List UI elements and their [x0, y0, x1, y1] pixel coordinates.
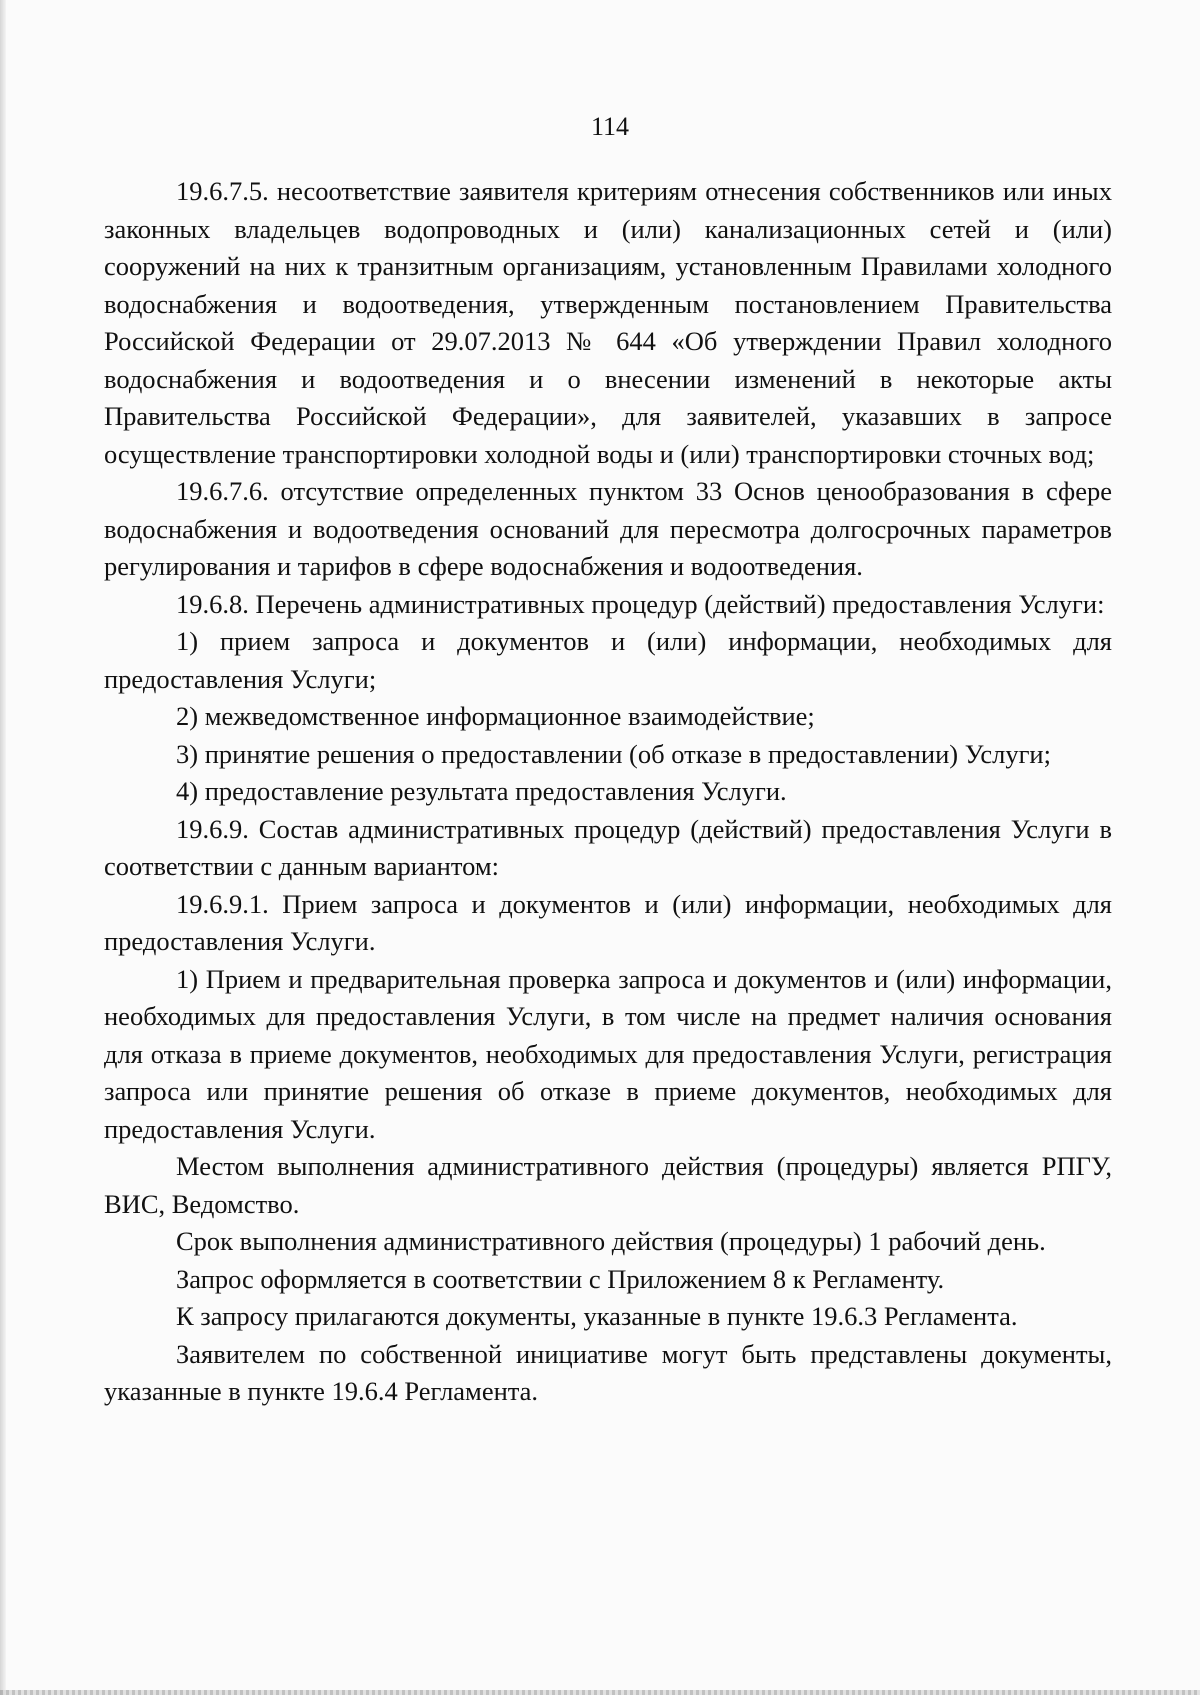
paragraph-place: Местом выполнения административного действия (процедуры) является РПГУ, ВИС, Ведомство. — [104, 1151, 1112, 1219]
paragraph-attached-docs: К запросу прилагаются документы, указанные в пункте 19.6.3 Регламента. — [176, 1301, 1018, 1331]
paragraph-19-6-7-5: 19.6.7.5. несоответствие заявителя критериям отнесения собственников или иных законных владельцев водопроводных и (или) канализационных сетей и (или) сооружений на них к транзитным организациям, установленным Правилами холодного водоснабжения и водоотведения, утвержденным постановлением Правительства Российской Федерации от 29.07.2013 № 644 «Об утверждении Правил холодного водоснабжения и водоотведения и о внесении изменений в некоторые акты Правительства Российской Федерации», для заявителей, указавших в запросе осуществление транспортировки холодной воды и (или) транспортировки сточных вод; — [104, 176, 1112, 469]
paragraph-initiative-docs: Заявителем по собственной инициативе могут быть представлены документы, указанные в пункте 19.6.4 Регламента. — [104, 1338, 1112, 1406]
paragraph-19-6-7-6: 19.6.7.6. отсутствие определенных пунктом 33 Основ ценообразования в сфере водоснабжения и водоотведения оснований для пересмотра долгосрочных параметров регулирования и тарифов в сфере водоснабжения и водоотведения. — [104, 476, 1112, 581]
procedure-item-1: 1) Прием и предварительная проверка запроса и документов и (или) информации, необходимых для предоставления Услуги, в том числе на предмет наличия основания для отказа в приеме документов, необходимых для предоставления Услуги, регистрация запроса или принятие решения об отказе в приеме документов, необходимых для предоставления Услуги. — [104, 963, 1112, 1144]
paragraph-term: Срок выполнения административного действия (процедуры) 1 рабочий день. — [176, 1226, 1046, 1256]
paragraph-19-6-9-1: 19.6.9.1. Прием запроса и документов и (или) информации, необходимых для предоставления Услуги. — [104, 888, 1112, 956]
paragraph-request-form: Запрос оформляется в соответствии с Приложением 8 к Регламенту. — [176, 1263, 945, 1294]
document-body — [104, 173, 1112, 1411]
paragraph-19-6-8: 19.6.8. Перечень административных процедур (действий) предоставления Услуги: — [176, 588, 1105, 619]
page-number: 114 — [590, 112, 630, 141]
scan-edge-bottom — [0, 1690, 1200, 1695]
list-item-3: 3) принятие решения о предоставлении (об отказе в предоставлении) Услуги; — [176, 738, 1051, 769]
list-item-4: 4) предоставление результата предоставления Услуги. — [176, 776, 787, 806]
paragraph-19-6-9: 19.6.9. Состав административных процедур (действий) предоставления Услуги в соответствии с данным вариантом: — [104, 813, 1112, 881]
list-item-2: 2) межведомственное информационное взаимодействие; — [176, 701, 815, 731]
scan-edge-left — [0, 0, 6, 1695]
list-item-1: 1) прием запроса и документов и (или) информации, необходимых для предоставления Услуги; — [104, 626, 1112, 694]
